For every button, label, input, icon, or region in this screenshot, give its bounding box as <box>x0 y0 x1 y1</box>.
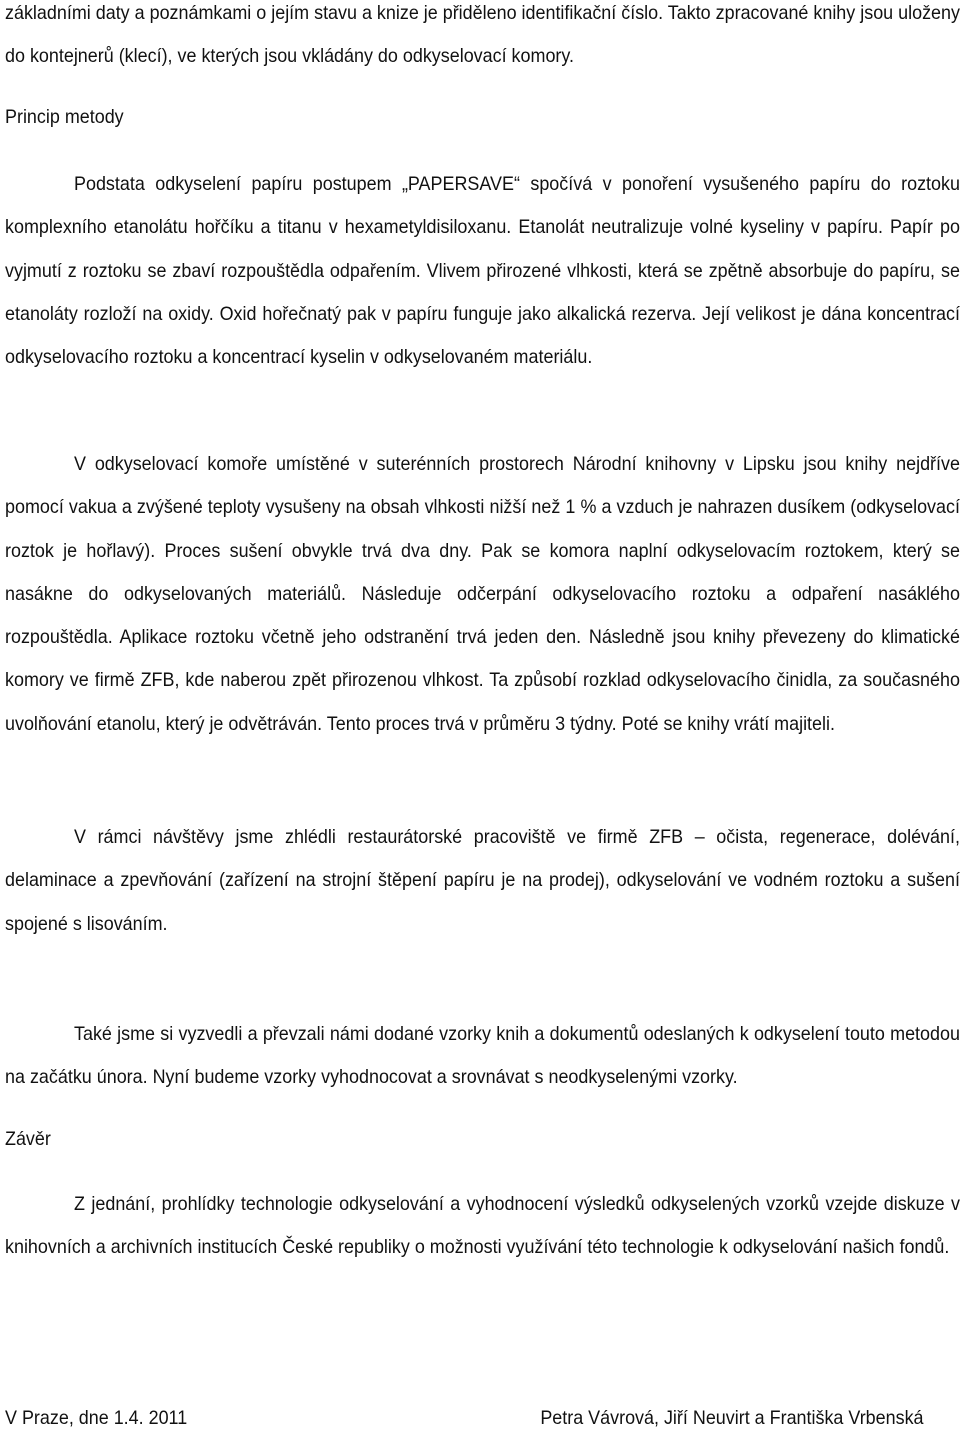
conclusion-paragraph: Z jednání, prohlídky technologie odkyselování a vyhodnocení výsledků odkyselených vzorků vzejde diskuze v knihovních a archivních institucích České republiky o možnosti využívání této technologie k odkyselování našich fondů. <box>5 1193 960 1259</box>
intro-continuation-paragraph: základními daty a poznámkami o jejím stavu a knize je přiděleno identifikační číslo. Takto zpracované knihy jsou uloženy do kontejnerů (klecí), ve kterých jsou vkládány do odkyselovací komory. <box>5 2 960 68</box>
footer-authors: Petra Vávrová, Jiří Neuvirt a Františka Vrbenská <box>540 1407 924 1429</box>
footer-place-date: V Praze, dne 1.4. 2011 <box>5 1407 188 1429</box>
samples-paragraph: Také jsme si vyzvedli a převzali námi dodané vzorky knih a dokumentů odeslaných k odkyselení touto metodou na začátku února. Nyní budeme vzorky vyhodnocovat a srovnávat s neodkyselenými vzorky. <box>5 1023 960 1089</box>
chamber-paragraph: V odkyselovací komoře umístěné v suterénních prostorech Národní knihovny v Lipsku jsou knihy nejdříve pomocí vakua a zvýšené teploty vysušeny na obsah vlhkosti nižší než 1 % a vzduch je nahrazen dusíkem (odkyselovací roztok je hořlavý). Proces sušení obvykle trvá dva dny. Pak se komora naplní odkyselovacím roztokem, který se nasákne do odkyselovaných materiálů. Následuje odčerpání odkyselovacího roztoku a odpaření nasáklého rozpouštědla. Aplikace roztoku včetně jeho odstranění trvá jeden den. Následně jsou knihy převezeny do klimatické komory ve firmě ZFB, kde naberou zpět přirozenou vlhkost. Ta způsobí rozklad odkyselovacího činidla, za současného uvolňování etanolu, který je odvětráván. Tento proces trvá v průměru 3 týdny. Poté se knihy vrátí majiteli. <box>5 453 960 735</box>
method-paragraph: Podstata odkyselení papíru postupem „PAPERSAVE“ spočívá v ponoření vysušeného papíru do roztoku komplexního etanolátu hořčíku a titanu v hexametyldisiloxanu. Etanolát neutralizuje volné kyseliny v papíru. Papír po vyjmutí z roztoku se zbaví rozpouštědla odpařením. Vlivem přirozené vlhkosti, která se zpětně absorbuje do papíru, se etanoláty rozloží na oxidy. Oxid hořečnatý pak v papíru funguje jako alkalická rezerva. Její velikost je dána koncentrací odkyselovacího roztoku a koncentrací kyselin v odkyselovaném materiálu. <box>5 173 960 369</box>
conclusion-heading: Závěr <box>5 1128 51 1150</box>
visit-paragraph: V rámci návštěvy jsme zhlédli restaurátorské pracoviště ve firmě ZFB – očista, regenerace, dolévání, delaminace a zpevňování (zařízení na strojní štěpení papíru je na prodej), odkyselování ve vodném roztoku a sušení spojené s lisováním. <box>5 826 960 935</box>
method-heading: Princip metody <box>5 106 124 128</box>
